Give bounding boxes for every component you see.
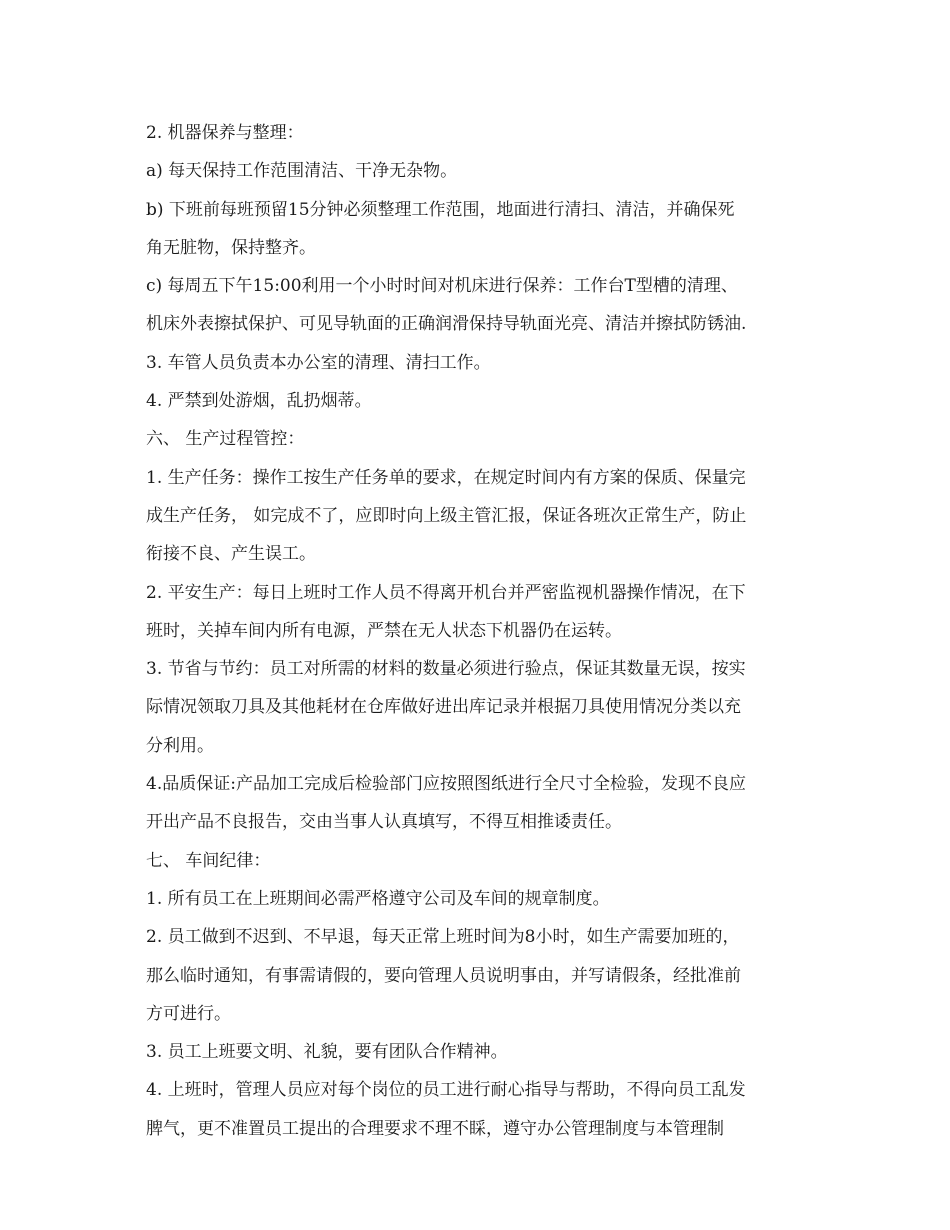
- text-line: 1. 生产任务：操作工按生产任务单的要求，在规定时间内有方案的保质、保量完: [146, 467, 746, 488]
- section-heading: 七、 车间纪律：: [146, 850, 271, 871]
- text-line: 3. 车管人员负责本办公室的清理、清扫工作。: [146, 352, 491, 373]
- text-line: 1. 所有员工在上班期间必需严格遵守公司及车间的规章制度。: [146, 888, 610, 909]
- text-line: 那么临时通知，有事需请假的，要向管理人员说明事由，并写请假条，经批准前: [146, 965, 741, 986]
- text-line: 3. 员工上班要文明、礼貌，要有团队合作精神。: [146, 1042, 508, 1063]
- section-heading: 六、 生产过程管控：: [146, 429, 305, 450]
- text-line: 际情况领取刀具及其他耗材在仓库做好进出库记录并根据刀具使用情况分类以充: [146, 697, 741, 718]
- text-line: 衔接不良、产生误工。: [146, 544, 316, 565]
- text-line: 2. 平安生产：每日上班时工作人员不得离开机台并严密监视机器操作情况，在下: [146, 582, 746, 603]
- text-line: 机床外表擦拭保护、可见导轨面的正确润滑保持导轨面光亮、清洁并擦拭防锈油.: [146, 314, 747, 335]
- text-line: 2. 员工做到不迟到、不早退，每天正常上班时间为8小时，如生产需要加班的，: [146, 927, 740, 948]
- text-line: c) 每周五下午15:00利用一个小时时间对机床进行保养：工作台T型槽的清理、: [146, 276, 738, 297]
- text-line: 角无脏物，保持整齐。: [146, 237, 316, 258]
- text-line: b) 下班前每班预留15分钟必须整理工作范围，地面进行清扫、清洁，并确保死: [146, 199, 735, 220]
- text-line: a) 每天保持工作范围清洁、干净无杂物。: [146, 161, 458, 182]
- text-line: 脾气，更不准置员工提出的合理要求不理不睬，遵守办公管理制度与本管理制: [146, 1118, 724, 1139]
- text-line: 方可进行。: [146, 1003, 231, 1024]
- text-line: 班时，关掉车间内所有电源，严禁在无人状态下机器仍在运转。: [146, 620, 622, 641]
- text-line: 分利用。: [146, 735, 214, 756]
- text-line: 4. 上班时，管理人员应对每个岗位的员工进行耐心指导与帮助，不得向员工乱发: [146, 1080, 746, 1101]
- text-line: 4. 严禁到处游烟，乱扔烟蒂。: [146, 391, 372, 412]
- text-line: 开出产品不良报告，交由当事人认真填写，不得互相推诿责任。: [146, 812, 622, 833]
- text-line: 成生产任务， 如完成不了，应即时向上级主管汇报，保证各班次正常生产，防止: [146, 505, 747, 526]
- text-line: 4.品质保证:产品加工完成后检验部门应按照图纸进行全尺寸全检验，发现不良应: [146, 774, 746, 795]
- text-line: 2. 机器保养与整理：: [146, 123, 304, 143]
- text-line: 3. 节省与节约：员工对所需的材料的数量必须进行验点，保证其数量无误，按实: [146, 659, 746, 680]
